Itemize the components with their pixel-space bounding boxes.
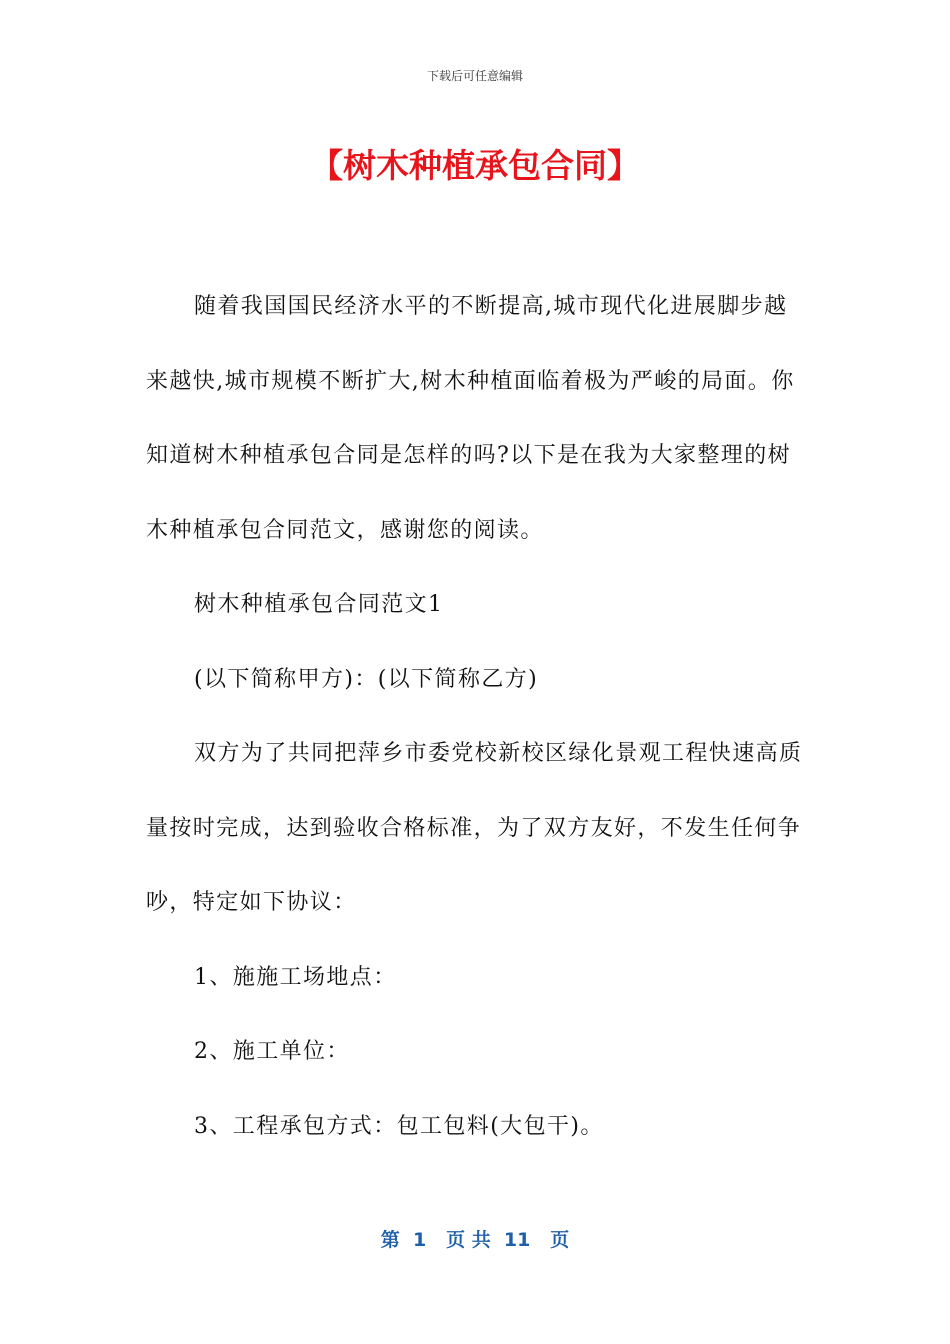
clause-3: 3、工程承包方式：包工包料(大包干)。 [194, 1113, 604, 1139]
header-note: 下载后可任意编辑 [426, 69, 523, 83]
parties-line: (以下简称甲方)：(以下简称乙方) [194, 666, 539, 692]
clause-1: 1、施施工场地点： [194, 964, 397, 990]
agreement-paragraph: 双方为了共同把萍乡市委党校新校区绿化景观工程快速高质量按时完成，达到验收合格标准，为了双方友好，不发生任何争吵，特定如下协议： [146, 741, 803, 915]
document-body [146, 270, 810, 1164]
section-heading: 树木种植承包合同范文1 [194, 592, 444, 617]
document-title: 【树木种植承包合同】 [310, 146, 640, 185]
intro-paragraph: 随着我国国民经济水平的不断提高,城市现代化进展脚步越来越快,城市规模不断扩大,树木种植面临着极为严峻的局面。你知道树木种植承包合同是怎样的吗?以下是在我为大家整理的树木种植承包合同范文，感谢您的阅读。 [146, 294, 795, 543]
clause-2: 2、施工单位： [194, 1039, 350, 1064]
page-footer: 第 1 页 共 11 页 [380, 1229, 570, 1251]
